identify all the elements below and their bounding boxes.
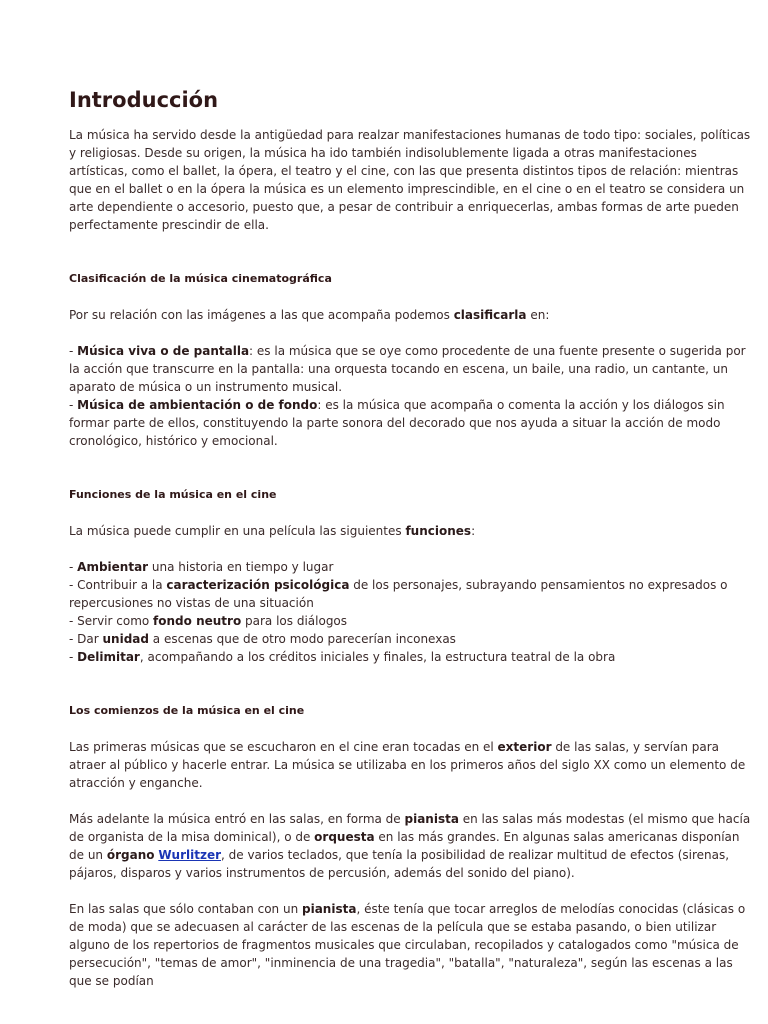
- beginnings-paragraph-2: Más adelante la música entró en las salas, en forma de pianista en las salas más modestas (el mismo que hacía de organista de la misa dominical), o de orquesta en las más grandes. En algunas salas americanas disponían de un órgano Wurlitzer, de varios teclados, que tenía la posibilidad de realizar multitud de efectos (sirenas, pájaros, disparos y varios instrumentos de percusión, además del sonido del piano).: [69, 812, 751, 880]
- function-item: - Servir como fondo neutro para los diálogos: [69, 614, 348, 628]
- function-item: - Contribuir a la caracterización psicológica de los personajes, subrayando pensamientos no expresados o repercusiones no vistas de una situación: [69, 578, 728, 610]
- intro-paragraph: La música ha servido desde la antigüedad para realzar manifestaciones humanas de todo tipo: sociales, políticas y religiosas. Desde su origen, la música ha ido también indisolublemente ligada a otras manifestaciones artísticas, como el ballet, la ópera, el teatro y el cine, con las que presenta distintos tipos de relación: mientras que en el ballet o en la ópera la música es un elemento imprescindible, en el cine o en el teatro se considera un arte dependiente o accesorio, puesto que, a pesar de contribuir a enriquecerlas, ambas formas de arte pueden perfectamente prescindir de ella.: [69, 128, 751, 232]
- classification-item-pantalla: - Música viva o de pantalla: es la música que se oye como procedente de una fuente presente o sugerida por la acción que transcurre en la pantalla: una orquesta tocando en escena, un baile, una radio, un cantante, un aparato de música o un instrumento musical.: [69, 344, 746, 394]
- classification-lead: Por su relación con las imágenes a las que acompaña podemos clasificarla en:: [69, 308, 550, 322]
- section-heading-beginnings: Los comienzos de la música en el cine: [69, 704, 305, 717]
- section-heading-classification: Clasificación de la música cinematográfica: [69, 272, 332, 285]
- function-item: - Ambientar una historia en tiempo y lugar: [69, 560, 334, 574]
- document-content: [69, 84, 757, 990]
- page-title: Introducción: [69, 88, 219, 112]
- section-heading-functions: Funciones de la música en el cine: [69, 488, 277, 501]
- beginnings-paragraph-1: Las primeras músicas que se escucharon en el cine eran tocadas en el exterior de las salas, y servían para atraer al público y hacerle entrar. La música se utilizaba en los primeros años del siglo XX como un elemento de atracción y enganche.: [69, 740, 746, 790]
- function-item: - Delimitar, acompañando a los créditos iniciales y finales, la estructura teatral de la obra: [69, 650, 616, 664]
- wurlitzer-link[interactable]: Wurlitzer: [158, 848, 222, 862]
- beginnings-paragraph-3: En las salas que sólo contaban con un pianista, éste tenía que tocar arreglos de melodías conocidas (clásicas o de moda) que se adecuasen al carácter de las escenas de la película que se estaba pasando, o bien utilizar alguno de los repertorios de fragmentos musicales que circulaban, recopilados y catalogados como "música de persecución", "temas de amor", "inminencia de una tragedia", "batalla", "naturaleza", según las escenas a las que se podían: [69, 902, 746, 988]
- functions-lead: La música puede cumplir en una película las siguientes funciones:: [69, 524, 476, 538]
- classification-item-fondo: - Música de ambientación o de fondo: es la música que acompaña o comenta la acción y los diálogos sin formar parte de ellos, constituyendo la parte sonora del decorado que nos ayuda a situar la acción de modo cronológico, histórico y emocional.: [69, 398, 725, 448]
- function-item: - Dar unidad a escenas que de otro modo parecerían inconexas: [69, 632, 456, 646]
